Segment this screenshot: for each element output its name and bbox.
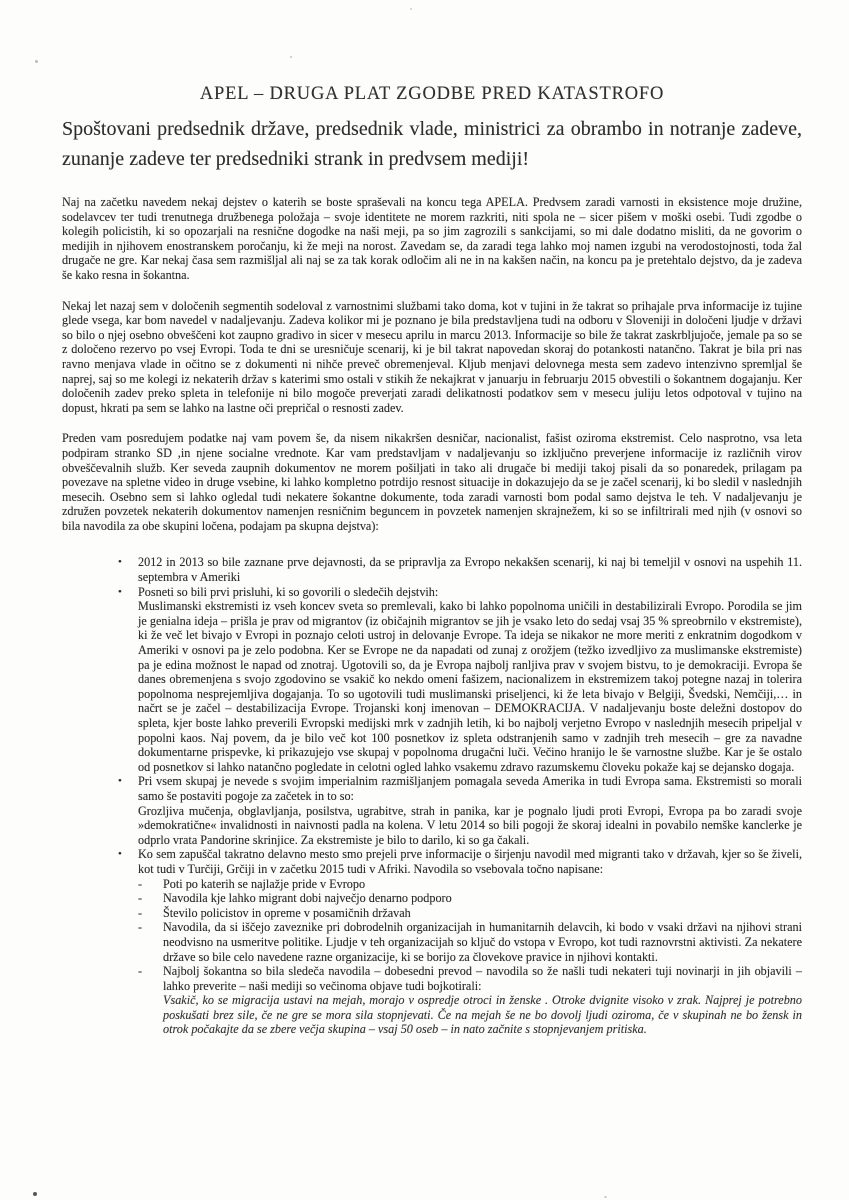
instruction-item-routes — [138, 877, 802, 892]
instruction-item-financial-support — [138, 891, 802, 906]
fact-text: Ko sem zapuščal takratno delavno mesto smo prejeli prve informacije o širjenju navodil med migranti tako v državah, kjer so še živeli, kot tudi v Turčiji, Grčiji in v začetku 2015 tudi v Afriki. Navodila so vsebovala točno napisane: — [138, 847, 802, 876]
paragraph-sources-disclaimer: Preden vam posredujem podatke naj vam povem še, da nisem nikakršen desničar, nacionalist, fašist oziroma ekstremist. Celo nasprotno, vsa leta podpiram stranko SD ,in njene socialne vrednote. Kar vam predstavljam v nadaljevanju so izključno preverjene informacije iz različnih virov obveščevalnih služb. Ker seveda zaupnih dokumentov ne morem pošiljati in tako ali drugače bi mediji takoj pisali da so ponaredek, prilagam pa povezave na spletne video in druge vsebine, ki lahko kompletno potrdijo resnost situacije in dokazujejo da se je začel scenarij, ki bo sledil v naslednjih mesecih. Osebno sem si lahko ogledal tudi nekatere šokantne dokumente, toda zaradi varnosti bom podal samo dejstva le teh. V nadaljevanju je združen povzetek nekaterih dokumentov namenjen resničnim beguncem in povzetek namenjen skrajnežem, ki so se infiltrirali med njih (v osnovi so bila navodila za obe skupini ločena, podajam pa skupna dejstva): — [62, 431, 802, 533]
letter-title: APEL – DRUGA PLAT ZGODBE PRED KATASTROFO — [199, 84, 665, 104]
letter-salutation: Spoštovani predsednik države, predsednik vlade, ministrici za obrambo in notranje zadeve, zunanje zadeve ter predsedniki strank in predvsem mediji! — [62, 118, 802, 170]
instructions-dash-list — [138, 877, 802, 1038]
bullet-icon: • — [118, 556, 122, 569]
fact-item-wiretaps — [118, 585, 802, 775]
instruction-text: Poti po katerih se najlažje pride v Evropo — [163, 876, 366, 891]
paragraph-background-2013: Nekaj let nazaj sem v določenih segmentih sodeloval z varnostnimi službami tako doma, kot v tujini in že takrat so prihajale prva informacije iz tujine glede vsega, kar bom navedel v nadaljevanju. Zadeva kolikor mi je poznano je bila predstavljena tudi na odboru v Sloveniji in določeni ljudje v državi so bilo o njej osebno obveščeni kot zaupno gradivo in sicer v mesecu aprilu in marcu 2013. Informacije so bile že takrat zaskrbljujoče, jemale pa so se z določeno rezervo po vsej Evropi. Toda te dni se uresničuje scenarij, ki je bil takrat napovedan skoraj do potankosti natančno. Takrat je bila pri nas ravno menjava vlade in očitno se z dokumenti ni nihče preveč obremenjeval. Kljub menjavi delovnega mesta sem zadevo intenzivno spremljal še naprej, saj so me kolegi iz nekaterih držav s katerimi smo ostali v stikih že nekajkrat v januarju in februarju 2015 obvestili o šokantnem dogajanju. Ker določenih zadev preko spleta in telefonije ni bilo mogoče preverjati zaradi delikatnosti podatkov sem v mesecu juliju letos odpotoval v tujino na dopust, hkrati pa sem se lahko na lastne oči prepričal o resnosti zadev. — [62, 298, 802, 415]
scan-speck — [35, 60, 38, 63]
scan-speck — [410, 8, 412, 10]
fact-text: 2012 in 2013 so bile zaznane prve dejavnosti, da se pripravlja za Evropo nekakšen scenarij, ki naj bi temeljil v osnovi na uspehih 11. septembra v Ameriki — [138, 555, 802, 585]
translated-instructions-quote: Vsakič, ko se migracija ustavi na mejah, morajo v ospredje otroci in ženske . Otroke dvignite visoko v zrak. Najprej je potrebno poskušati brez sile, če ne gre se mora sila stopnjevati. Če na mejah še ne bo dovolj ljudi oziroma, če v skupinah ne bo žensk in otrok počakajte da se zbere večja skupina – vsaj 50 oseb – in nato začnite s stopnjevanjem pritiska. — [163, 993, 802, 1037]
instruction-item-shocking — [138, 964, 802, 993]
dash-icon: - — [138, 891, 143, 906]
scan-speck — [604, 1196, 607, 1198]
instruction-item-police-numbers — [138, 906, 802, 921]
bullet-icon: • — [118, 848, 122, 861]
bullet-icon: • — [118, 585, 122, 598]
paragraph-intro-anonymity: Naj na začetku navedem nekaj dejstev o katerih se boste spraševali na koncu tega APELA. Predvsem zaradi varnosti in eksistence moje družine, sodelavcev ter tudi trenutnega družbenega položaja – svoje identitete ne morem razkriti, niti spola ne – sicer pišem v moški osebi. Tudi zgodbe o kolegih policistih, ki so opozarjali na resnične dogodke na naši meji, pa so jim zagrozili s sankcijami, so mi dale dodatno misliti, da ne govorim o medijih in njihovem enostranskem poročanju, ki že meji na norost. Zavedam se, da zaradi tega lahko moj namen izgubi na verodostojnosti, toda žal drugače ne gre. Kar nekaj časa sem razmišljal ali naj se za tak korak odločim ali ne in na kakšen način, na koncu pa je pretehtalo dejstvo, da je zadeva še kako resna in šokantna. — [62, 195, 802, 282]
instruction-item-allies — [138, 920, 802, 964]
letter-content — [62, 84, 802, 1037]
fact-item-first-activities — [118, 555, 802, 584]
fact-continuation: Grozljiva mučenja, obglavljanja, posilstva, ugrabitve, strah in panika, kar je pognalo ljudi proti Evropi, Evropa pa bo zaradi svoje »demokratične« invalidnosti in naivnosti padla na kolena. V letu 2014 so bili pogoji že skoraj idealni in povabilo nemške kanclerke je odprlo vrata Pandorine skrinjice. Za ekstremiste je bilo to darilo, ki so ga čakali. — [138, 803, 802, 847]
fact-item-conditions — [118, 774, 802, 847]
fact-text: Posneti so bili prvi prisluhi, ki so govorili o sledečih dejstvih: — [138, 584, 439, 599]
facts-bullet-list — [118, 555, 802, 1037]
scan-speck — [290, 56, 292, 58]
dash-icon: - — [138, 920, 143, 935]
instruction-text: Navodila kje lahko migrant dobi največjo denarno podporo — [163, 891, 452, 906]
fact-item-migrant-instructions — [118, 847, 802, 1037]
dash-icon: - — [138, 876, 143, 891]
fact-text: Pri vsem skupaj je nevede s svojim imperialnim razmišljanjem pomagala seveda Amerika in tudi Evropa sama. Ekstremisti so morali samo še postaviti pogoje za začetek in to so: — [138, 774, 802, 803]
bullet-icon: • — [118, 775, 122, 788]
instruction-text: Navodila, da si iščejo zaveznike pri dobrodelnih organizacijah in humanitarnih delavcih, ki bodo v vsaki državi na njihovi strani neodvisno na usmeritve politike. Ljudje v teh organizacijah so ključ do vstopa v Evropo, kot tudi raznovrstni aktivisti. Za nekatere države so bile celo navedene razne organizacije, ki se borijo za človekove pravice in njihovi kontakti. — [163, 920, 802, 964]
dash-icon: - — [138, 964, 143, 979]
instruction-text: Najbolj šokantna so bila sledeča navodila – dobesedni prevod – navodila so že našli tudi nekateri tuji novinarji in jih objavili – lahko preverite – naši mediji so večinoma objave tudi bojkotirali: — [163, 964, 802, 993]
dash-icon: - — [138, 905, 143, 920]
scan-speck — [33, 1192, 37, 1196]
instruction-text: Število policistov in opreme v posamičnih državah — [163, 905, 411, 920]
fact-continuation: Muslimanski ekstremisti iz vseh koncev sveta so premlevali, kako bi lahko popolnoma uničili in destabilizirali Evropo. Porodila se jim je genialna ideja – prišla je prav od migrantov (iz običajnih migrantov se jih je vsako leto do sedaj vsaj 35 % spreobrnilo v ekstremiste), ki že več let bivajo v Evropi in poznajo celoti ustroj in delovanje Evrope. Ta ideja se nikakor ne more meriti z enkratnim dogodkom v Ameriki v osnovi pa je zelo podobna. Ker se Evrope ne da napadati od zunaj z orožjem (težko izvedljivo za muslimanske ekstremiste) pa je edina možnost le napad od znotraj. Ugotovili so, da je Evropa najbolj ranljiva prav v svojem bistvu, to je demokraciji. Evropa še danes obremenjena s svojo zgodovino se vsakič ko nekdo omeni fašizem, nacionalizem in ekstremizem takoj potegne nazaj in tolerira popolnoma nesprejemljiva dogajanja. To so ugotovili tudi muslimanski priseljenci, ki že leta bivajo v Belgiji, Švedski, Nemčiji,… in načrt se je začel – destabilizacija Evrope. Trojanski konj imenovan – DEMOKRACIJA. V nadaljevanju boste deležni dostopov do spleta, kjer boste lahko preverili Evropski medijski mrk v zadnjih letih, ki bo najbolj verjetno Evropo v naslednjih mesecih pripeljal v popolni kaos. Naj povem, da je bilo več kot 100 posnetkov iz spleta odstranjenih samo v zadnjih treh mesecih – gre za navadne dokumentarne prispevke, ki prikazujejo vse skupaj v popolnoma drugačni luči. Večino hranijo le še varnostne službe. Kar je še ostalo od posnetkov si lahko natančno pogledate in celotni ogled lahko vsakemu zdravo razumskemu človeku pokaže kaj se dejansko dogaja. — [138, 599, 802, 774]
